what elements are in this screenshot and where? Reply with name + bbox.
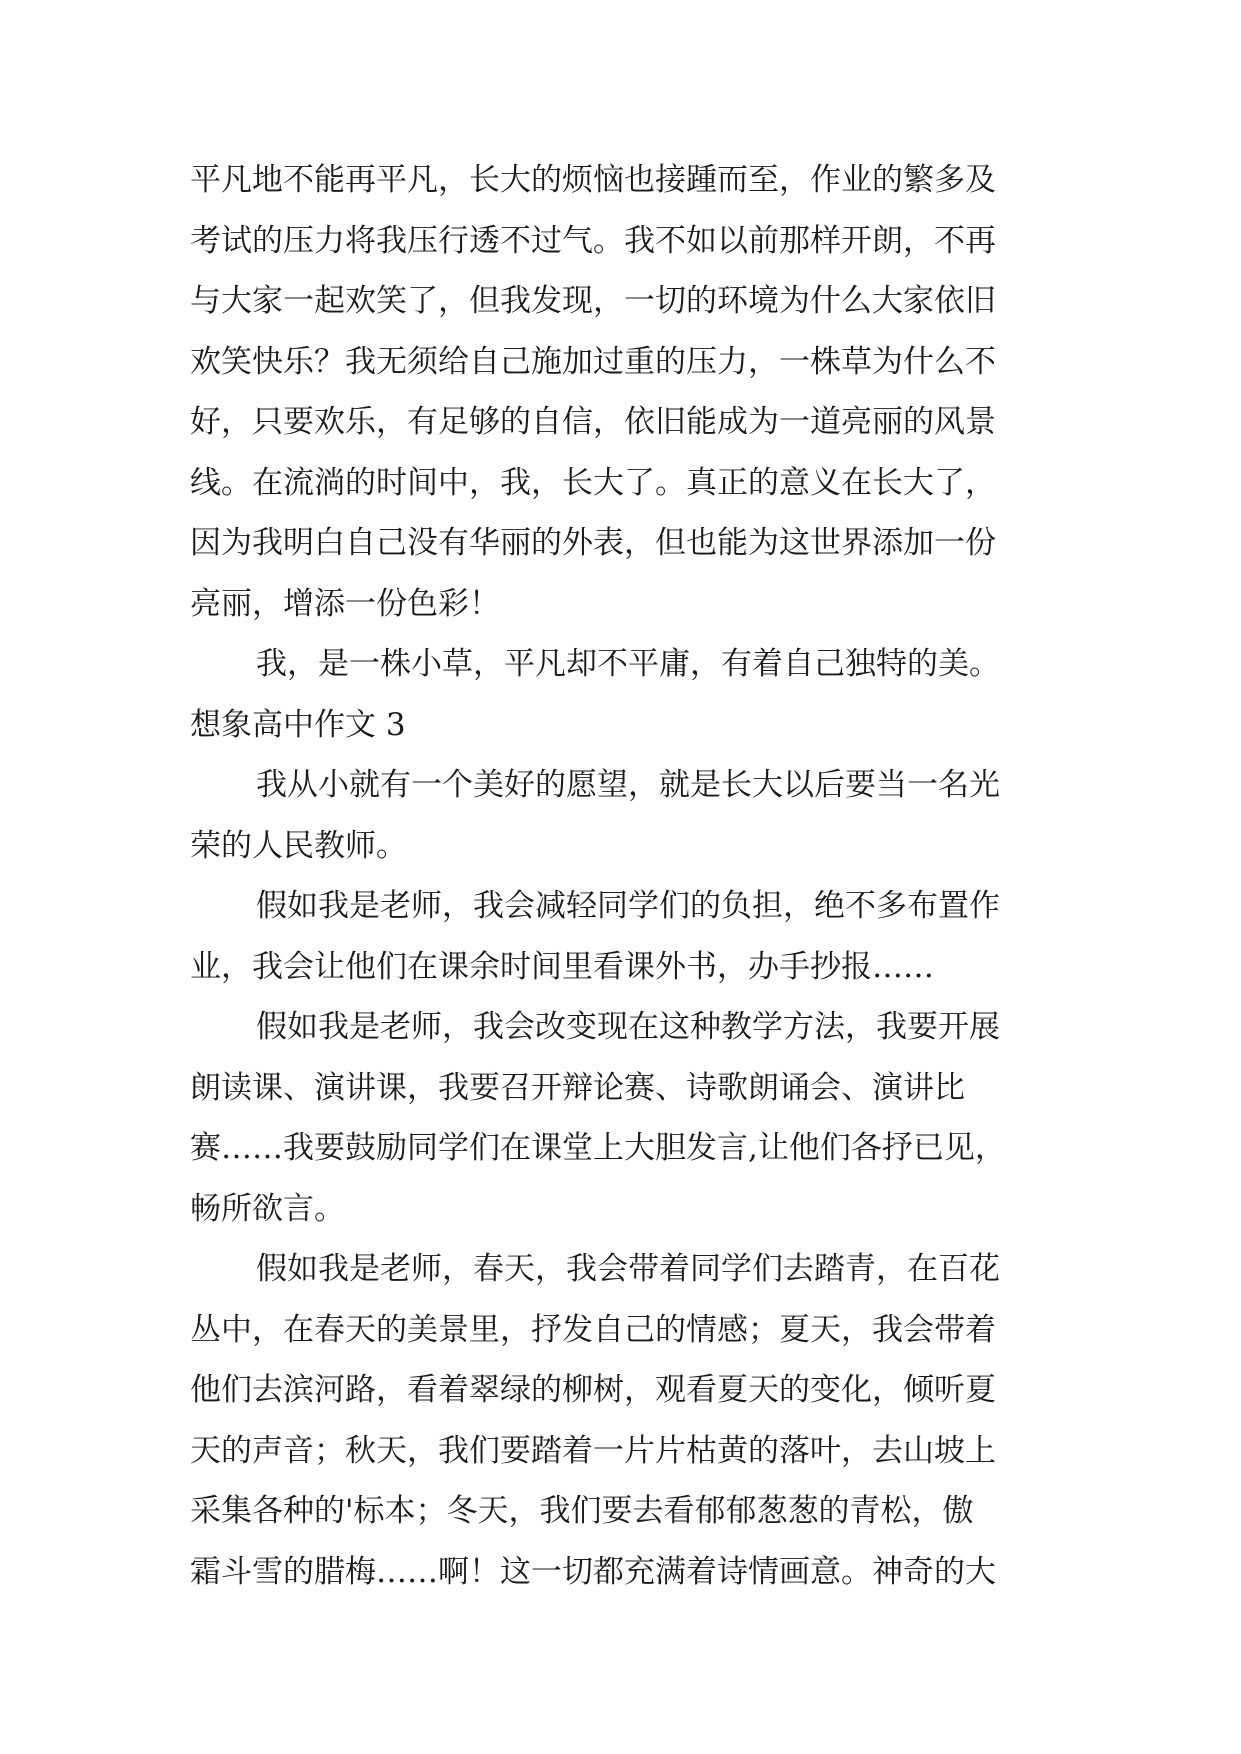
- text-line: 假如我是老师，我会改变现在这种教学方法，我要开展: [256, 1009, 1000, 1045]
- text-line: 霜斗雪的腊梅……啊！这一切都充满着诗情画意。神奇的大: [190, 1553, 996, 1590]
- text-line: 与大家一起欢笑了，但我发现，一切的环境为什么大家依旧: [190, 283, 996, 319]
- text-line: 我从小就有一个美好的愿望，就是长大以后要当一名光: [256, 767, 1000, 803]
- text-line: 考试的压力将我压行透不过气。我不如以前那样开朗，不再: [190, 222, 996, 259]
- text-line: 线。在流淌的时间中，我，长大了。真正的意义在长大了，: [190, 464, 996, 501]
- text-line: 欢笑快乐？我无须给自己施加过重的压力，一株草为什么不: [190, 343, 996, 380]
- essay-body: [190, 150, 1070, 1602]
- text-line: 赛……我要鼓励同学们在课堂上大胆发言,让他们各抒已见，: [190, 1130, 1006, 1166]
- text-line: 平凡地不能再平凡，长大的烦恼也接踵而至，作业的繁多及: [190, 162, 996, 198]
- section-heading: 想象高中作文 3: [190, 706, 406, 743]
- text-line: 假如我是老师，我会减轻同学们的负担，绝不多布置作: [256, 888, 1000, 924]
- text-line: 亮丽，增添一份色彩！: [190, 585, 500, 622]
- text-line: 业，我会让他们在课余时间里看课外书，办手抄报……: [190, 948, 934, 985]
- text-line: 采集各种的'标本；冬天，我们要去看郁郁葱葱的青松，傲: [190, 1493, 974, 1529]
- text-line: 天的声音；秋天，我们要踏着一片片枯黄的落叶，去山坡上: [190, 1432, 996, 1469]
- text-line: 他们去滨河路，看着翠绿的柳树，观看夏天的变化，倾听夏: [190, 1372, 996, 1408]
- text-line: 假如我是老师，春天，我会带着同学们去踏青，在百花: [256, 1251, 1000, 1287]
- text-line: 丛中，在春天的美景里，抒发自己的情感；夏天，我会带着: [190, 1311, 996, 1348]
- text-line: 畅所欲言。: [190, 1190, 345, 1227]
- text-line: 荣的人民教师。: [190, 827, 407, 864]
- text-line: 因为我明白自己没有华丽的外表，但也能为这世界添加一份: [190, 525, 996, 561]
- text-line: 我，是一株小草，平凡却不平庸，有着自己独特的美。: [256, 646, 1000, 682]
- text-line: 朗读课、演讲课，我要召开辩论赛、诗歌朗诵会、演讲比: [190, 1069, 965, 1106]
- text-line: 好，只要欢乐，有足够的自信，依旧能成为一道亮丽的风景: [190, 404, 996, 440]
